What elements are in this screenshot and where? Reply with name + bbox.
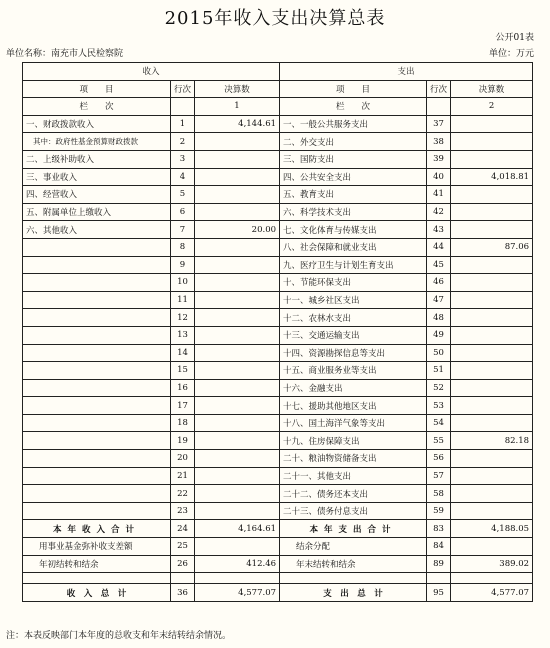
expense-amount <box>451 326 533 344</box>
expense-amount <box>451 274 533 292</box>
empty-cell <box>451 573 533 584</box>
table-row <box>23 326 533 344</box>
income-lan-empty <box>171 98 195 116</box>
table-row <box>23 432 533 450</box>
expense-row-number: 95 <box>427 584 451 602</box>
income-row-number: 7 <box>171 221 195 239</box>
expense-row-number: 49 <box>427 326 451 344</box>
expense-item: 本年支出合计 <box>280 520 427 538</box>
table-row <box>23 256 533 274</box>
expense-item: 支 出 总 计 <box>280 584 427 602</box>
income-lan-label: 栏 次 <box>23 98 171 116</box>
expense-amount-header: 决算数 <box>451 80 533 98</box>
grand-total-row <box>23 584 533 602</box>
income-row-number: 9 <box>171 256 195 274</box>
footnote: 注：本表反映部门本年度的总收支和年末结转结余情况。 <box>6 631 232 641</box>
income-item: 用事业基金弥补收支差额 <box>23 538 171 556</box>
income-row-number: 8 <box>171 238 195 256</box>
unit-name: 单位名称：南充市人民检察院 <box>6 49 124 59</box>
expense-amount <box>451 362 533 380</box>
income-row-number: 22 <box>171 485 195 503</box>
income-item: 本年收入合计 <box>23 520 171 538</box>
income-amount: 4,164.61 <box>195 520 280 538</box>
table-row <box>23 291 533 309</box>
income-item <box>23 274 171 292</box>
table-row <box>23 309 533 327</box>
table-row <box>23 168 533 186</box>
expense-section-header: 支出 <box>280 63 533 81</box>
income-amount <box>195 274 280 292</box>
expense-lan-empty <box>427 98 451 116</box>
income-amount <box>195 186 280 204</box>
expense-item: 十九、住房保障支出 <box>280 432 427 450</box>
expense-amount <box>451 221 533 239</box>
income-row-number: 24 <box>171 520 195 538</box>
income-item <box>23 238 171 256</box>
expense-row-number: 53 <box>427 397 451 415</box>
income-amount <box>195 414 280 432</box>
expense-item: 一、一般公共服务支出 <box>280 115 427 133</box>
income-amount <box>195 362 280 380</box>
table-row <box>23 467 533 485</box>
table-row <box>23 150 533 168</box>
expense-item: 六、科学技术支出 <box>280 203 427 221</box>
expense-item: 二、外交支出 <box>280 133 427 151</box>
income-item <box>23 450 171 468</box>
expense-row-number: 52 <box>427 379 451 397</box>
expense-row-number: 57 <box>427 467 451 485</box>
income-item <box>23 432 171 450</box>
empty-cell <box>280 573 427 584</box>
income-row-number: 4 <box>171 168 195 186</box>
expense-amount <box>451 414 533 432</box>
expense-row-number: 44 <box>427 238 451 256</box>
income-item: 其中：政府性基金预算财政拨款 <box>23 133 171 151</box>
expense-amount <box>451 186 533 204</box>
income-item: 收 入 总 计 <box>23 584 171 602</box>
income-item <box>23 502 171 520</box>
income-row-number: 14 <box>171 344 195 362</box>
expense-row-number: 50 <box>427 344 451 362</box>
expense-lan-label: 栏 次 <box>280 98 427 116</box>
expense-amount <box>451 344 533 362</box>
income-amount <box>195 467 280 485</box>
income-row-number: 11 <box>171 291 195 309</box>
income-row-number: 21 <box>171 467 195 485</box>
table-row <box>23 450 533 468</box>
income-item-header: 项 目 <box>23 80 171 98</box>
expense-amount <box>451 256 533 274</box>
expense-item: 十七、援助其他地区支出 <box>280 397 427 415</box>
page-title: 2015年收入支出决算总表 <box>164 8 386 29</box>
income-amount: 4,577.07 <box>195 584 280 602</box>
expense-row-number: 39 <box>427 150 451 168</box>
income-amount <box>195 133 280 151</box>
income-amount <box>195 502 280 520</box>
income-row-number: 13 <box>171 326 195 344</box>
expense-amount <box>451 379 533 397</box>
column-header-row <box>23 80 533 98</box>
expense-item: 十五、商业服务业等支出 <box>280 362 427 380</box>
expense-row-number: 38 <box>427 133 451 151</box>
income-item <box>23 362 171 380</box>
income-amount <box>195 203 280 221</box>
expense-item: 八、社会保障和就业支出 <box>280 238 427 256</box>
expense-row-number: 43 <box>427 221 451 239</box>
income-item: 五、附属单位上缴收入 <box>23 203 171 221</box>
income-amount <box>195 379 280 397</box>
income-amount: 4,144.61 <box>195 115 280 133</box>
income-item <box>23 291 171 309</box>
table-row <box>23 186 533 204</box>
income-item <box>23 256 171 274</box>
income-row-number: 16 <box>171 379 195 397</box>
table-row <box>23 555 533 573</box>
income-amount <box>195 326 280 344</box>
income-item <box>23 309 171 327</box>
income-item: 六、其他收入 <box>23 221 171 239</box>
income-amount <box>195 344 280 362</box>
income-row-number: 2 <box>171 133 195 151</box>
expense-amount <box>451 115 533 133</box>
expense-item: 十、节能环保支出 <box>280 274 427 292</box>
expense-amount <box>451 467 533 485</box>
table-row <box>23 115 533 133</box>
income-row-header: 行次 <box>171 80 195 98</box>
empty-cell <box>23 573 171 584</box>
expense-item: 十四、资源勘探信息等支出 <box>280 344 427 362</box>
expense-row-number: 54 <box>427 414 451 432</box>
income-item <box>23 397 171 415</box>
income-amount <box>195 432 280 450</box>
expense-amount <box>451 291 533 309</box>
table-row <box>23 274 533 292</box>
expense-amount: 4,577.07 <box>451 584 533 602</box>
income-item <box>23 467 171 485</box>
expense-item: 二十三、债务付息支出 <box>280 502 427 520</box>
expense-item-header: 项 目 <box>280 80 427 98</box>
income-row-number: 6 <box>171 203 195 221</box>
income-item <box>23 379 171 397</box>
income-amount-header: 决算数 <box>195 80 280 98</box>
expense-item: 二十一、其他支出 <box>280 467 427 485</box>
expense-amount: 87.06 <box>451 238 533 256</box>
income-row-number: 5 <box>171 186 195 204</box>
income-row-number: 1 <box>171 115 195 133</box>
income-row-number: 23 <box>171 502 195 520</box>
table-row <box>23 502 533 520</box>
income-item: 二、上级补助收入 <box>23 150 171 168</box>
expense-row-header: 行次 <box>427 80 451 98</box>
income-section-header: 收入 <box>23 63 280 81</box>
expense-amount <box>451 309 533 327</box>
expense-col-number: 2 <box>451 98 533 116</box>
table-row <box>23 397 533 415</box>
expense-item: 九、医疗卫生与计划生育支出 <box>280 256 427 274</box>
expense-item: 五、教育支出 <box>280 186 427 204</box>
year-total-row <box>23 520 533 538</box>
currency-unit: 单位：万元 <box>488 49 534 59</box>
empty-cell <box>171 573 195 584</box>
expense-row-number: 48 <box>427 309 451 327</box>
income-item: 年初结转和结余 <box>23 555 171 573</box>
income-row-number: 3 <box>171 150 195 168</box>
form-number: 公开01表 <box>495 33 534 43</box>
table-row <box>23 414 533 432</box>
expense-amount <box>451 450 533 468</box>
expense-row-number: 55 <box>427 432 451 450</box>
income-amount: 20.00 <box>195 221 280 239</box>
expense-amount <box>451 502 533 520</box>
expense-item: 十六、金融支出 <box>280 379 427 397</box>
income-item <box>23 344 171 362</box>
expense-row-number: 89 <box>427 555 451 573</box>
income-amount <box>195 450 280 468</box>
income-amount: 412.46 <box>195 555 280 573</box>
expense-amount <box>451 133 533 151</box>
expense-row-number: 40 <box>427 168 451 186</box>
expense-row-number: 45 <box>427 256 451 274</box>
income-row-number: 10 <box>171 274 195 292</box>
expense-amount <box>451 485 533 503</box>
expense-item: 十二、农林水支出 <box>280 309 427 327</box>
expense-item: 十三、交通运输支出 <box>280 326 427 344</box>
table-row <box>23 538 533 556</box>
expense-row-number: 59 <box>427 502 451 520</box>
empty-cell <box>195 573 280 584</box>
table-row <box>23 344 533 362</box>
income-item <box>23 414 171 432</box>
table-row <box>23 221 533 239</box>
expense-item: 十一、城乡社区支出 <box>280 291 427 309</box>
expense-amount: 82.18 <box>451 432 533 450</box>
income-row-number: 15 <box>171 362 195 380</box>
table-row <box>23 362 533 380</box>
income-row-number: 18 <box>171 414 195 432</box>
table-row <box>23 133 533 151</box>
expense-item: 三、国防支出 <box>280 150 427 168</box>
income-row-number: 12 <box>171 309 195 327</box>
income-row-number: 26 <box>171 555 195 573</box>
income-col-number: 1 <box>195 98 280 116</box>
expense-row-number: 58 <box>427 485 451 503</box>
expense-item: 十八、国土海洋气象等支出 <box>280 414 427 432</box>
income-amount <box>195 256 280 274</box>
income-amount <box>195 150 280 168</box>
income-item: 四、经营收入 <box>23 186 171 204</box>
expense-row-number: 37 <box>427 115 451 133</box>
expense-item: 七、文化体育与传媒支出 <box>280 221 427 239</box>
expense-row-number: 47 <box>427 291 451 309</box>
expense-amount <box>451 203 533 221</box>
income-amount <box>195 309 280 327</box>
income-row-number: 25 <box>171 538 195 556</box>
income-amount <box>195 538 280 556</box>
income-item: 三、事业收入 <box>23 168 171 186</box>
table-row <box>23 238 533 256</box>
income-row-number: 20 <box>171 450 195 468</box>
income-row-number: 36 <box>171 584 195 602</box>
income-amount <box>195 168 280 186</box>
table-row <box>23 379 533 397</box>
expense-amount: 4,018.81 <box>451 168 533 186</box>
expense-row-number: 83 <box>427 520 451 538</box>
expense-row-number: 51 <box>427 362 451 380</box>
income-item <box>23 326 171 344</box>
expense-item: 年末结转和结余 <box>280 555 427 573</box>
expense-row-number: 84 <box>427 538 451 556</box>
expense-item: 二十、粮油物资储备支出 <box>280 450 427 468</box>
income-item: 一、财政拨款收入 <box>23 115 171 133</box>
expense-row-number: 41 <box>427 186 451 204</box>
section-header-row <box>23 63 533 81</box>
spacer-row <box>23 573 533 584</box>
expense-row-number: 42 <box>427 203 451 221</box>
income-amount <box>195 485 280 503</box>
expense-item: 四、公共安全支出 <box>280 168 427 186</box>
expense-row-number: 46 <box>427 274 451 292</box>
income-amount <box>195 291 280 309</box>
expense-item: 二十二、债务还本支出 <box>280 485 427 503</box>
column-number-row <box>23 98 533 116</box>
table-row <box>23 203 533 221</box>
income-amount <box>195 238 280 256</box>
expense-amount: 389.02 <box>451 555 533 573</box>
expense-amount <box>451 397 533 415</box>
expense-row-number: 56 <box>427 450 451 468</box>
income-row-number: 19 <box>171 432 195 450</box>
expense-amount <box>451 538 533 556</box>
expense-amount <box>451 150 533 168</box>
income-expense-table <box>22 62 533 602</box>
income-amount <box>195 397 280 415</box>
expense-item: 结余分配 <box>280 538 427 556</box>
income-item <box>23 485 171 503</box>
table-row <box>23 485 533 503</box>
expense-amount: 4,188.05 <box>451 520 533 538</box>
income-row-number: 17 <box>171 397 195 415</box>
empty-cell <box>427 573 451 584</box>
